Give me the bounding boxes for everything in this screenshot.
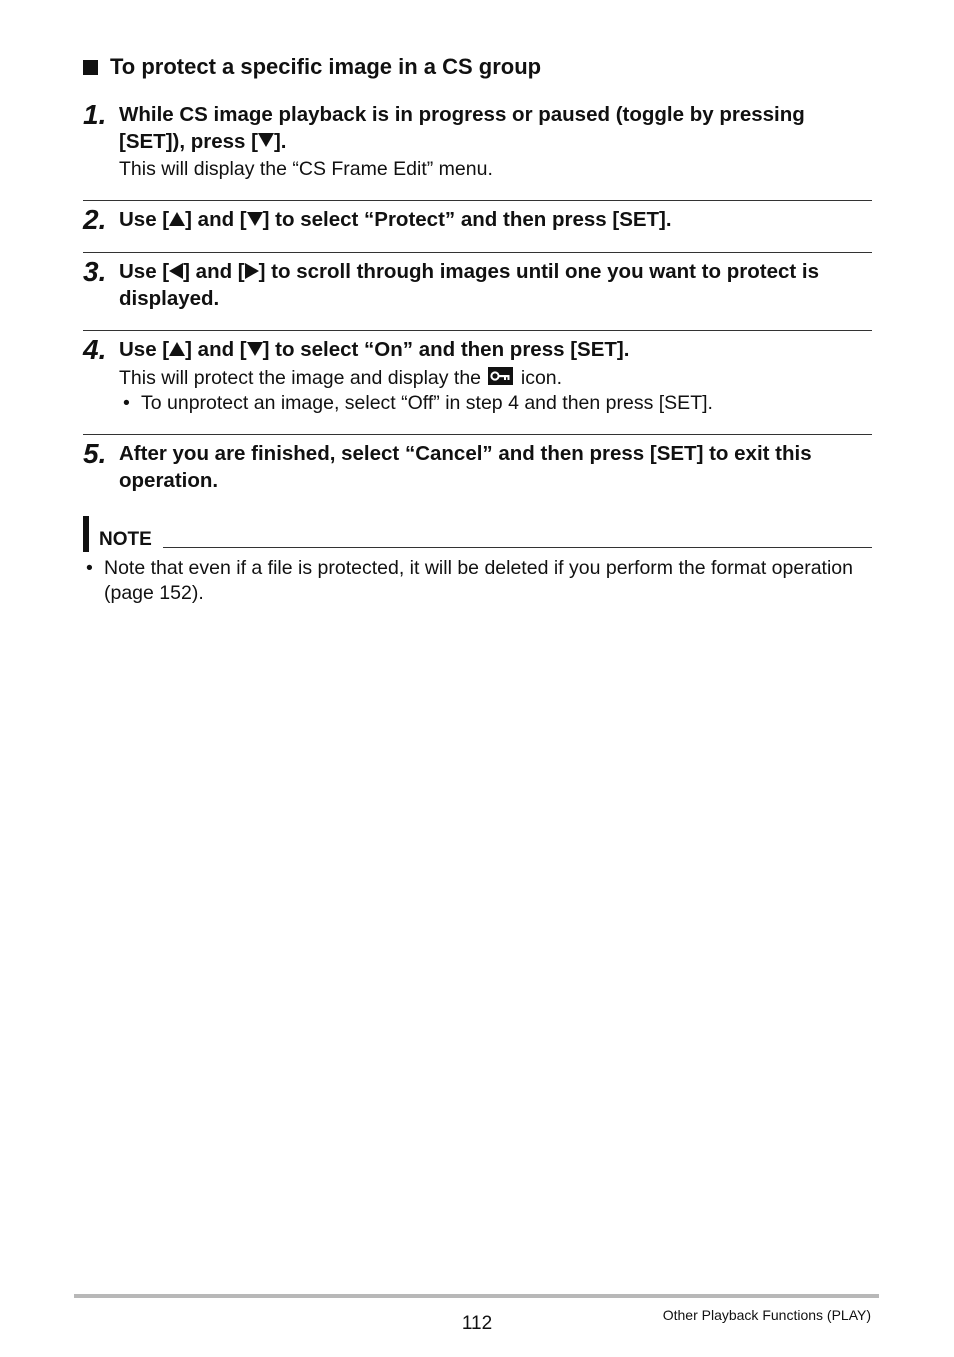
- step-title: [119, 337, 872, 364]
- step-number: 4.: [83, 334, 107, 365]
- up-arrow-icon: [169, 342, 185, 356]
- step-2: [83, 204, 872, 235]
- left-arrow-icon: [169, 263, 183, 279]
- divider: [83, 200, 872, 201]
- step-title: [119, 207, 872, 234]
- step-1: [83, 99, 872, 182]
- divider: [83, 252, 872, 253]
- note-label: NOTE: [99, 529, 152, 550]
- footer-section-name: Other Playback Functions (PLAY): [662, 1307, 871, 1323]
- step-number: 3.: [83, 256, 107, 287]
- section-heading: [83, 52, 541, 82]
- step-description: This will display the “CS Frame Edit” menu.: [119, 158, 493, 180]
- step-4: [83, 334, 872, 416]
- step-title-text: ] and [: [185, 338, 247, 361]
- step-title-text: ] to select “Protect” and then press [SET].: [262, 208, 672, 231]
- step-title: After you are finished, select “Cancel” and then press [SET] to exit this operation.: [119, 442, 812, 492]
- protect-key-icon: [488, 367, 513, 385]
- step-title-text: ] to select “On” and then press [SET].: [262, 338, 630, 361]
- step-title-text: ].: [273, 129, 287, 153]
- step-title-text: Use [: [119, 338, 170, 361]
- page-number: 112: [461, 1313, 493, 1334]
- list-item: [119, 391, 872, 416]
- note-divider: [163, 547, 872, 548]
- step-description: [119, 366, 872, 391]
- step-number: 1.: [83, 99, 107, 130]
- step-3: [83, 256, 872, 312]
- step-description-text: This will protect the image and display the: [119, 366, 482, 389]
- divider: [83, 330, 872, 331]
- footer-rule: [74, 1294, 879, 1298]
- step-number: 5.: [83, 438, 107, 469]
- step-5: [83, 438, 872, 494]
- step-number: 2.: [83, 204, 107, 235]
- note-text: Note that even if a file is protected, it will be deleted if you perform the format operation (page 152).: [104, 557, 853, 604]
- note-item: [83, 556, 872, 606]
- step-title: [119, 259, 872, 312]
- step-title-text: ] and [: [183, 260, 245, 283]
- step-description-text: icon.: [520, 366, 563, 389]
- step-title-text: ] and [: [185, 208, 247, 231]
- down-arrow-icon: [247, 342, 263, 356]
- step-title-text: Use [: [119, 208, 170, 231]
- step-title: [119, 102, 872, 155]
- down-arrow-icon: [258, 133, 274, 147]
- bullet-dot: •: [86, 557, 93, 579]
- section-title: To protect a specific image in a CS group: [110, 54, 542, 79]
- right-arrow-icon: [245, 263, 259, 279]
- bullet-dot: •: [123, 391, 130, 414]
- divider: [83, 434, 872, 435]
- black-square-icon: [83, 60, 98, 75]
- bullet-text: To unprotect an image, select “Off” in step 4 and then press [SET].: [141, 391, 713, 414]
- step-title-text: Use [: [119, 260, 170, 283]
- down-arrow-icon: [247, 212, 263, 226]
- up-arrow-icon: [169, 212, 185, 226]
- note-bar-icon: [83, 516, 89, 552]
- step-title-text: While CS image playback is in progress or paused (toggle by pressing [SET]), press [: [119, 103, 805, 153]
- step-title-text: ] to scroll through images until one you want to protect is displayed.: [119, 260, 819, 310]
